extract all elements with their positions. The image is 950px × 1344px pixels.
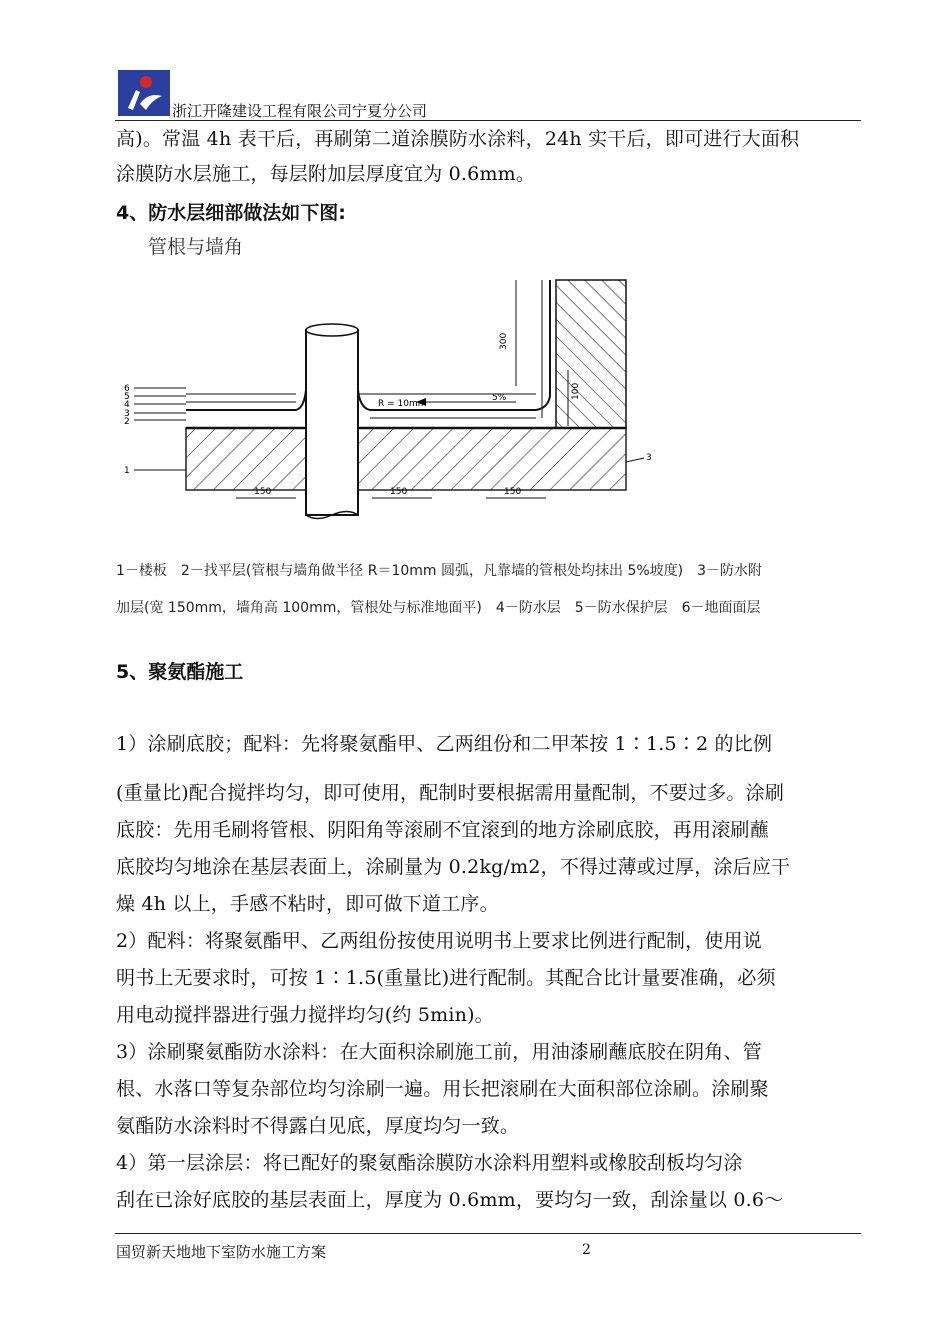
radius-label: R = 10mm — [378, 399, 427, 409]
dim-150-right: 150 — [504, 487, 522, 497]
company-logo — [118, 70, 170, 116]
paragraph-line: (重量比)配合搅拌均匀，即可使用，配制时要根据需用量配制，不要过多。涂刷 — [116, 782, 785, 804]
dim-300: 300 — [499, 332, 509, 350]
dim-150-mid: 150 — [390, 487, 408, 497]
label-5: 5 — [124, 392, 130, 402]
label-2: 2 — [124, 417, 130, 427]
section-heading: 5、聚氨酯施工 — [116, 661, 244, 683]
company-name: 浙江开隆建设工程有限公司宁夏分公司 — [172, 102, 428, 120]
paragraph-line: 明书上无要求时，可按 1∶1.5(重量比)进行配制。其配合比计量要准确，必须 — [116, 967, 776, 989]
paragraph-line: 4）第一层涂层：将已配好的聚氨酯涂膜防水涂料用塑料或橡胶刮板均匀涂 — [116, 1152, 743, 1174]
header-divider — [115, 120, 861, 121]
label-3-wall: 3 — [646, 453, 652, 463]
paragraph-line: 根、水落口等复杂部位均匀涂刷一遍。用长把滚刷在大面积部位涂刷。涂刷聚 — [116, 1078, 769, 1100]
section-heading: 4、防水层细部做法如下图: — [116, 202, 346, 224]
dim-100: 100 — [571, 382, 581, 400]
waterproof-detail-diagram — [116, 270, 676, 530]
paragraph-line: 3）涂刷聚氨酯防水涂料：在大面积涂刷施工前，用油漆刷蘸底胶在阴角、管 — [116, 1041, 762, 1063]
paragraph-line: 1）涂刷底胶；配料：先将聚氨酯甲、乙两组份和二甲苯按 1∶1.5∶2 的比例 — [116, 733, 773, 755]
diagram-caption-line: 加层(宽 150mm，墙角高 100mm，管根处与标准地面平) 4－防水层 5－防水保护层 6－地面面层 — [116, 600, 761, 616]
label-3: 3 — [124, 409, 130, 419]
paragraph-line: 底胶均匀地涂在基层表面上，涂刷量为 0.2kg/m2，不得过薄或过厚，涂后应干 — [116, 856, 791, 878]
footer-divider — [115, 1233, 861, 1234]
floor-slab — [186, 428, 626, 490]
label-4: 4 — [124, 400, 130, 410]
diagram-title: 管根与墙角 — [148, 236, 244, 258]
paragraph-line: 用电动搅拌器进行强力搅拌均匀(约 5min)。 — [116, 1004, 494, 1026]
paragraph-line: 高)。常温 4h 表干后，再刷第二道涂膜防水涂料，24h 实干后，即可进行大面积 — [116, 128, 800, 150]
slope-label: 5% — [492, 393, 507, 403]
pipe — [306, 330, 358, 515]
paragraph-line: 涂膜防水层施工，每层附加层厚度宜为 0.6mm。 — [116, 163, 536, 185]
page-number: 2 — [582, 1242, 591, 1258]
diagram-caption-line: 1－楼板 2－找平层(管根与墙角做半径 R＝10mm 圆弧，凡靠墙的管根处均抹出 5%坡度) 3－防水附 — [116, 563, 763, 579]
paragraph-line: 2）配料：将聚氨酯甲、乙两组份按使用说明书上要求比例进行配制，使用说 — [116, 930, 762, 952]
wall — [556, 280, 626, 428]
label-6: 6 — [124, 384, 130, 394]
paragraph-line: 氨酯防水涂料时不得露白见底，厚度均匀一致。 — [116, 1115, 520, 1137]
paragraph-line: 燥 4h 以上，手感不粘时，即可做下道工序。 — [116, 893, 499, 915]
paragraph-line: 底胶：先用毛刷将管根、阴阳角等滚刷不宜滚到的地方涂刷底胶，再用滚刷蘸 — [116, 819, 769, 841]
label-1: 1 — [124, 466, 130, 476]
paragraph-line: 刮在已涂好底胶的基层表面上，厚度为 0.6mm，要均匀一致，刮涂量以 0.6～ — [116, 1189, 784, 1211]
footer-document-title: 国贸新天地地下室防水施工方案 — [116, 1243, 327, 1261]
dim-150-left: 150 — [254, 487, 272, 497]
